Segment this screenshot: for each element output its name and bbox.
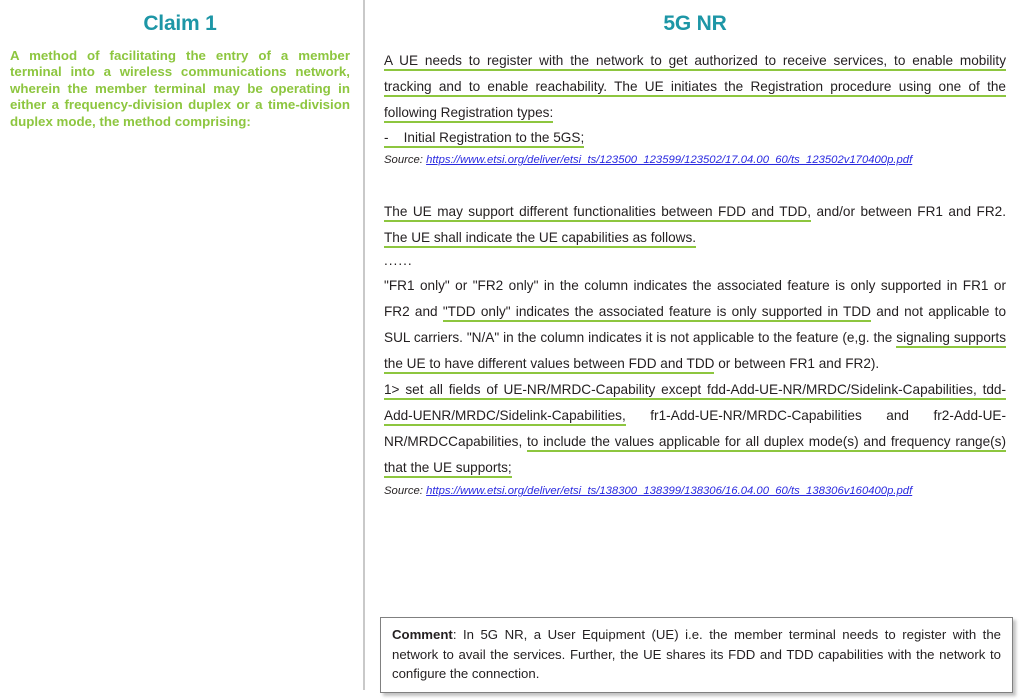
fr-plain-a: "FR1 only" or "FR2 only" in the column indicates the associated feature is only supported in FR1 or FR2 and <box>384 278 1006 319</box>
fivegnr-heading: 5G NR <box>663 12 727 35</box>
left-column-claim <box>0 0 360 699</box>
paragraph-fr1-fr2 <box>384 273 1006 377</box>
source-label-2: Source: <box>384 485 423 497</box>
fr-underlined-b: signaling supports the UE to have different values between FDD and TDD <box>384 330 1006 374</box>
fdd-tdd-underlined-a: The UE may support different functionalities between FDD and TDD, <box>384 204 811 222</box>
fr-underlined-a: "TDD only" indicates the associated feature is only supported in TDD <box>443 304 871 322</box>
spacer-1 <box>384 169 1006 199</box>
source-line-1 <box>384 152 1006 169</box>
claim-body-text: A method of facilitating the entry of a member terminal into a wireless communications network, wherein the member terminal may be operating in either a frequency-division duplex or a time-division duplex mode, the method comprising: <box>10 48 350 129</box>
comment-text <box>392 625 1001 684</box>
comment-box <box>380 617 1013 693</box>
bullet-initial-registration-text: - Initial Registration to the 5GS; <box>384 130 584 148</box>
paragraph-fdd-tdd <box>384 199 1006 251</box>
capability-underlined-a: 1> set all fields of UE-NR/MRDC-Capability except fdd-Add-UE-NR/MRDC/Sidelink-Capabilities, tdd-Add-UENR/MRDC/Sidelink-Capabilities, <box>384 382 1006 426</box>
capability-plain-a: fr1-Add-UE-NR/MRDC-Capabilities and fr2-Add-UE-NR/MRDCCapabilities, <box>384 408 1006 449</box>
capability-underlined-b: to include the values applicable for all duplex mode(s) and frequency range(s) that the UE supports; <box>384 434 1006 478</box>
source-line-2 <box>384 483 1006 500</box>
fr-plain-b: and not applicable to SUL carriers. "N/A" in the column indicates it is not applicable to the feature (e,g. the <box>384 304 1007 345</box>
claim-heading: Claim 1 <box>143 12 217 35</box>
bullet-initial-registration <box>384 126 1006 150</box>
paragraph-registration <box>384 48 1006 126</box>
ellipsis-line: ...... <box>384 253 413 268</box>
column-divider <box>363 0 365 690</box>
source-url-1[interactable]: https://www.etsi.org/deliver/etsi_ts/123500_123599/123502/17.04.00_60/ts_123502v170400p.pdf <box>426 154 913 166</box>
fdd-tdd-plain-a: and/or between FR1 and FR2. <box>811 204 1006 219</box>
paragraph-capability-fields <box>384 377 1006 481</box>
source-url-2[interactable]: https://www.etsi.org/deliver/etsi_ts/138300_138399/138306/16.04.00_60/ts_138306v160400p.pdf <box>426 485 913 497</box>
comment-body: : In 5G NR, a User Equipment (UE) i.e. the member terminal needs to register with the network to avail the services. Further, the UE shares its FDD and TDD capabilities with the network to configure the connection. <box>392 627 1001 681</box>
right-column-5gnr <box>372 0 1024 699</box>
registration-underlined-text: A UE needs to register with the network to get authorized to receive services, to enable mobility tracking and to enable reachability. The UE initiates the Registration procedure using one of the following Registration types: <box>384 53 1006 123</box>
fdd-tdd-underlined-b: The UE shall indicate the UE capabilities as follows. <box>384 230 696 248</box>
fr-plain-c: or between FR1 and FR2). <box>714 356 880 371</box>
source-label-1: Source: <box>384 154 423 166</box>
comment-label: Comment <box>392 627 453 642</box>
